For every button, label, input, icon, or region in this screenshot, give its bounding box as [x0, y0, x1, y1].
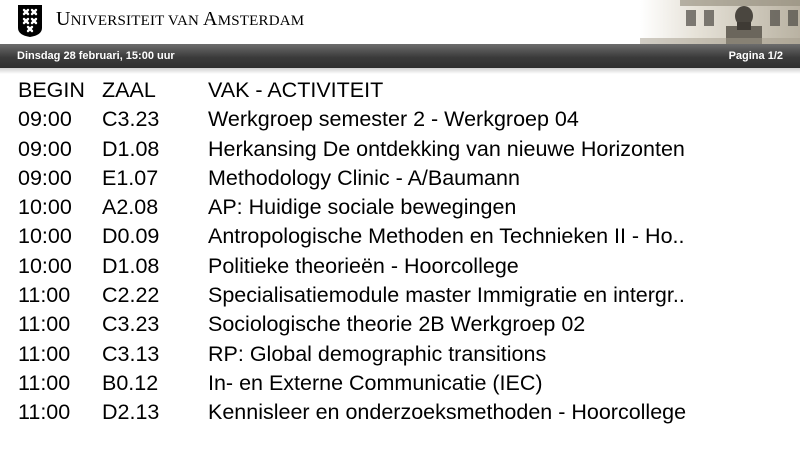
- header: [0, 0, 800, 44]
- begin-time: 09:00: [18, 136, 72, 161]
- schedule-row: [0, 340, 800, 369]
- schedule-row: [0, 398, 800, 427]
- room: A2.08: [102, 195, 159, 220]
- column-header-zaal: ZAAL: [102, 78, 156, 102]
- room: C3.13: [102, 341, 160, 366]
- begin-time: 10:00: [18, 195, 72, 220]
- begin-time: 09:00: [18, 107, 72, 132]
- course-activity: Methodology Clinic - A/Baumann: [208, 165, 520, 190]
- room: D1.08: [102, 253, 160, 278]
- building-photo: [640, 0, 800, 44]
- schedule-row: [0, 164, 800, 193]
- info-bar-shadow: [0, 68, 800, 74]
- room: B0.12: [102, 370, 159, 395]
- university-name: UNIVERSITEIT VAN AMSTERDAM: [56, 8, 305, 30]
- schedule-header-row: [0, 76, 800, 105]
- room: C3.23: [102, 107, 160, 132]
- schedule-row: [0, 310, 800, 339]
- schedule-row: [0, 105, 800, 134]
- begin-time: 10:00: [18, 224, 72, 249]
- begin-time: 11:00: [18, 341, 71, 366]
- schedule-table: [0, 76, 800, 428]
- begin-time: 11:00: [18, 400, 71, 425]
- room: C3.23: [102, 312, 160, 337]
- schedule-row: [0, 222, 800, 251]
- room: D1.08: [102, 136, 160, 161]
- begin-time: 10:00: [18, 253, 72, 278]
- course-activity: Sociologische theorie 2B Werkgroep 02: [208, 312, 586, 337]
- column-header-begin: BEGIN: [18, 78, 85, 102]
- begin-time: 11:00: [18, 312, 71, 337]
- room: D0.09: [102, 224, 160, 249]
- page-indicator: Pagina 1/2: [728, 50, 783, 62]
- course-activity: Werkgroep semester 2 - Werkgroep 04: [208, 107, 579, 132]
- room: C2.22: [102, 283, 160, 308]
- course-activity: Politieke theorieën - Hoorcollege: [208, 253, 519, 278]
- course-activity: In- en Externe Communicatie (IEC): [208, 370, 543, 395]
- begin-time: 09:00: [18, 165, 72, 190]
- schedule-row: [0, 135, 800, 164]
- room: D2.13: [102, 400, 160, 425]
- course-activity: Kennisleer en onderzoeksmethoden - Hoorcollege: [208, 400, 687, 425]
- course-activity: RP: Global demographic transitions: [208, 341, 547, 366]
- room: E1.07: [102, 165, 159, 190]
- begin-time: 11:00: [18, 370, 71, 395]
- course-activity: AP: Huidige sociale bewegingen: [208, 195, 517, 220]
- schedule-row: [0, 369, 800, 398]
- schedule-row: [0, 193, 800, 222]
- begin-time: 11:00: [18, 283, 71, 308]
- schedule-row: [0, 281, 800, 310]
- date-time: Dinsdag 28 februari, 15:00 uur: [17, 50, 175, 62]
- course-activity: Antropologische Methoden en Technieken II - Ho..: [208, 224, 685, 249]
- info-bar: [0, 44, 800, 68]
- uva-logo-icon: [17, 4, 43, 38]
- course-activity: Herkansing De ontdekking van nieuwe Horizonten: [208, 136, 685, 161]
- schedule-row: [0, 252, 800, 281]
- column-header-vak: VAK - ACTIVITEIT: [208, 78, 384, 102]
- course-activity: Specialisatiemodule master Immigratie en intergr..: [208, 283, 685, 308]
